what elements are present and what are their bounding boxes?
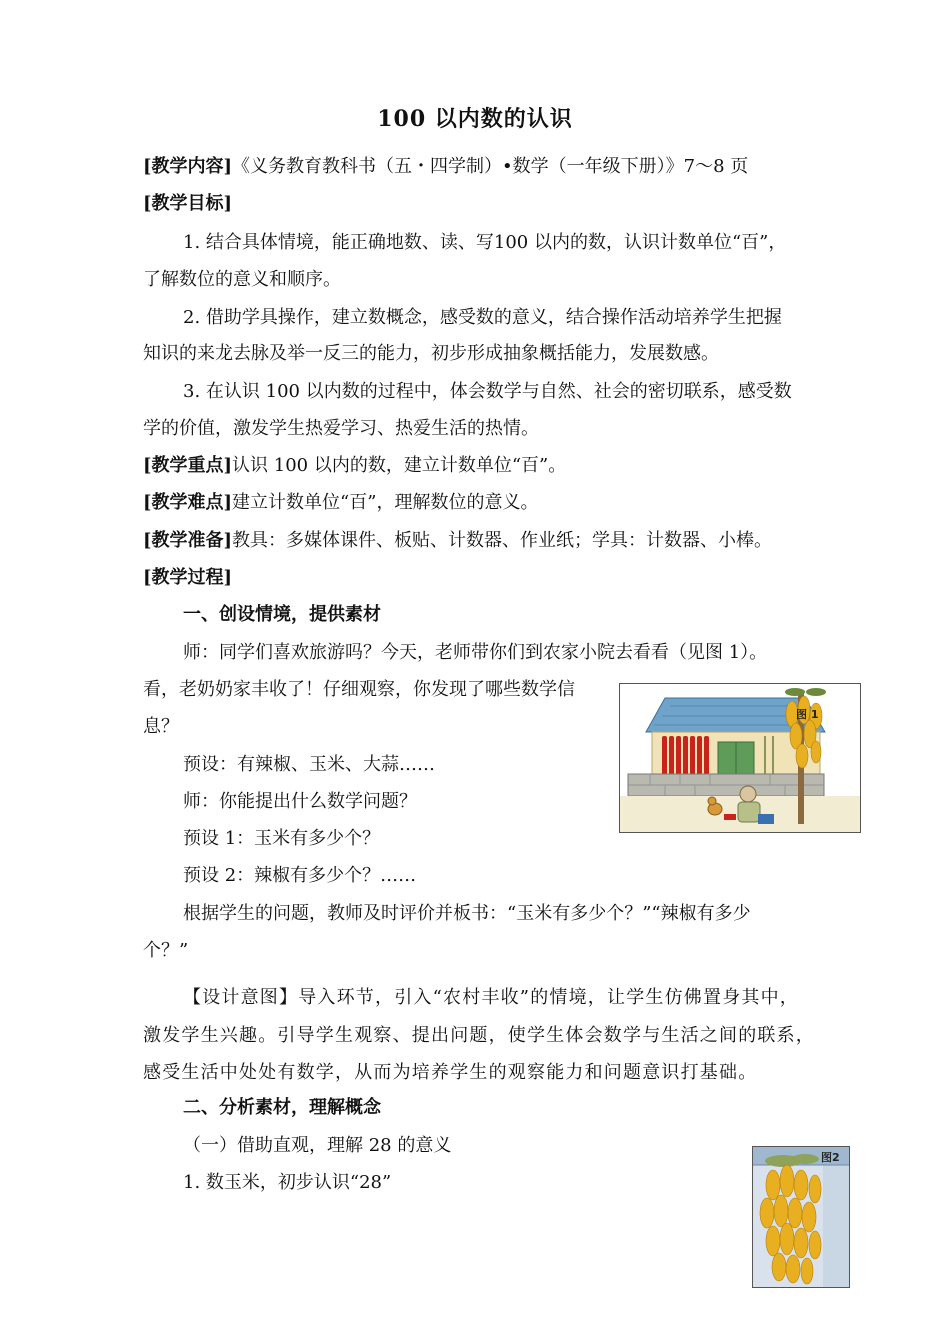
design-line-2: 激发学生兴趣。引导学生观察、提出问题，使学生体会数学与生活之间的联系， [143, 1025, 815, 1046]
design-line-1: 【设计意图】导入环节，引入“农村丰收”的情境，让学生仿佛置身其中， [183, 987, 800, 1008]
section1-p3: 预设：有辣椒、玉米、大蒜…… [183, 754, 435, 775]
section1-heading: 一、创设情境，提供素材 [183, 604, 381, 625]
goal-2b: 知识的来龙去脉及举一反三的能力，初步形成抽象概括能力，发展数感。 [143, 343, 719, 364]
key-text: 认识 100 以内的数，建立计数单位“百”。 [232, 455, 567, 476]
goal-1b: 了解数位的意义和顺序。 [143, 269, 341, 290]
document-title: 100 以内数的认识 [377, 106, 573, 132]
difficult-line [143, 490, 538, 516]
section2-sub: （一）借助直观，理解 28 的意义 [183, 1135, 452, 1156]
figure-2-label: 图2 [821, 1151, 840, 1164]
section1-p1: 师：同学们喜欢旅游吗？今天，老师带你们到农家小院去看看（见图 1）。 [183, 642, 768, 663]
section1-p5: 预设 1：玉米有多少个？ [183, 828, 381, 849]
section1-p4: 师：你能提出什么数学问题？ [183, 791, 417, 812]
section1-p7b: 个？” [143, 940, 189, 961]
section1-p2a: 看，老奶奶家丰收了！仔细观察，你发现了哪些数学信 [143, 679, 575, 700]
figure-1-label: 图 1 [796, 708, 819, 721]
section2-item1: 1. 数玉米，初步认识“28” [183, 1172, 392, 1193]
section1-p6: 预设 2：辣椒有多少个？…… [183, 865, 417, 886]
process-tag: [教学过程] [143, 567, 233, 588]
content-line [143, 154, 748, 180]
key-line [143, 453, 566, 479]
goals-tag: [教学目标] [143, 193, 233, 214]
design-line-3: 感受生活中处处有数学，从而为培养学生的观察能力和问题意识打基础。 [143, 1062, 758, 1083]
farmhouse-illustration [620, 684, 860, 832]
goal-3a: 3. 在认识 100 以内数的过程中，体会数学与自然、社会的密切联系，感受数 [183, 381, 792, 402]
section1-p2b: 息？ [143, 716, 179, 737]
key-tag: [教学重点] [143, 455, 233, 476]
prep-text: 教具：多媒体课件、板贴、计数器、作业纸；学具：计数器、小棒。 [232, 530, 773, 551]
difficult-tag: [教学难点] [143, 492, 233, 513]
corn-illustration [753, 1147, 849, 1287]
goal-1a: 1. 结合具体情境，能正确地数、读、写100 以内的数，认识计数单位“百”， [183, 232, 787, 253]
figure-1-farmhouse [619, 683, 861, 833]
prep-line [143, 528, 772, 554]
prep-tag: [教学准备] [143, 530, 233, 551]
goal-2a: 2. 借助学具操作，建立数概念，感受数的意义，结合操作活动培养学生把握 [183, 307, 782, 328]
content-text: 《义务教育教科书（五・四学制）•数学（一年级下册）》7～8 页 [232, 156, 749, 177]
section1-p7a: 根据学生的问题，教师及时评价并板书：“玉米有多少个？”“辣椒有多少 [183, 903, 751, 924]
goal-3b: 学的价值，激发学生热爱学习、热爱生活的热情。 [143, 418, 539, 439]
figure-2-corn [752, 1146, 850, 1288]
difficult-text: 建立计数单位“百”，理解数位的意义。 [232, 492, 539, 513]
section2-heading: 二、分析素材，理解概念 [183, 1097, 381, 1118]
content-tag: [教学内容] [143, 156, 233, 177]
